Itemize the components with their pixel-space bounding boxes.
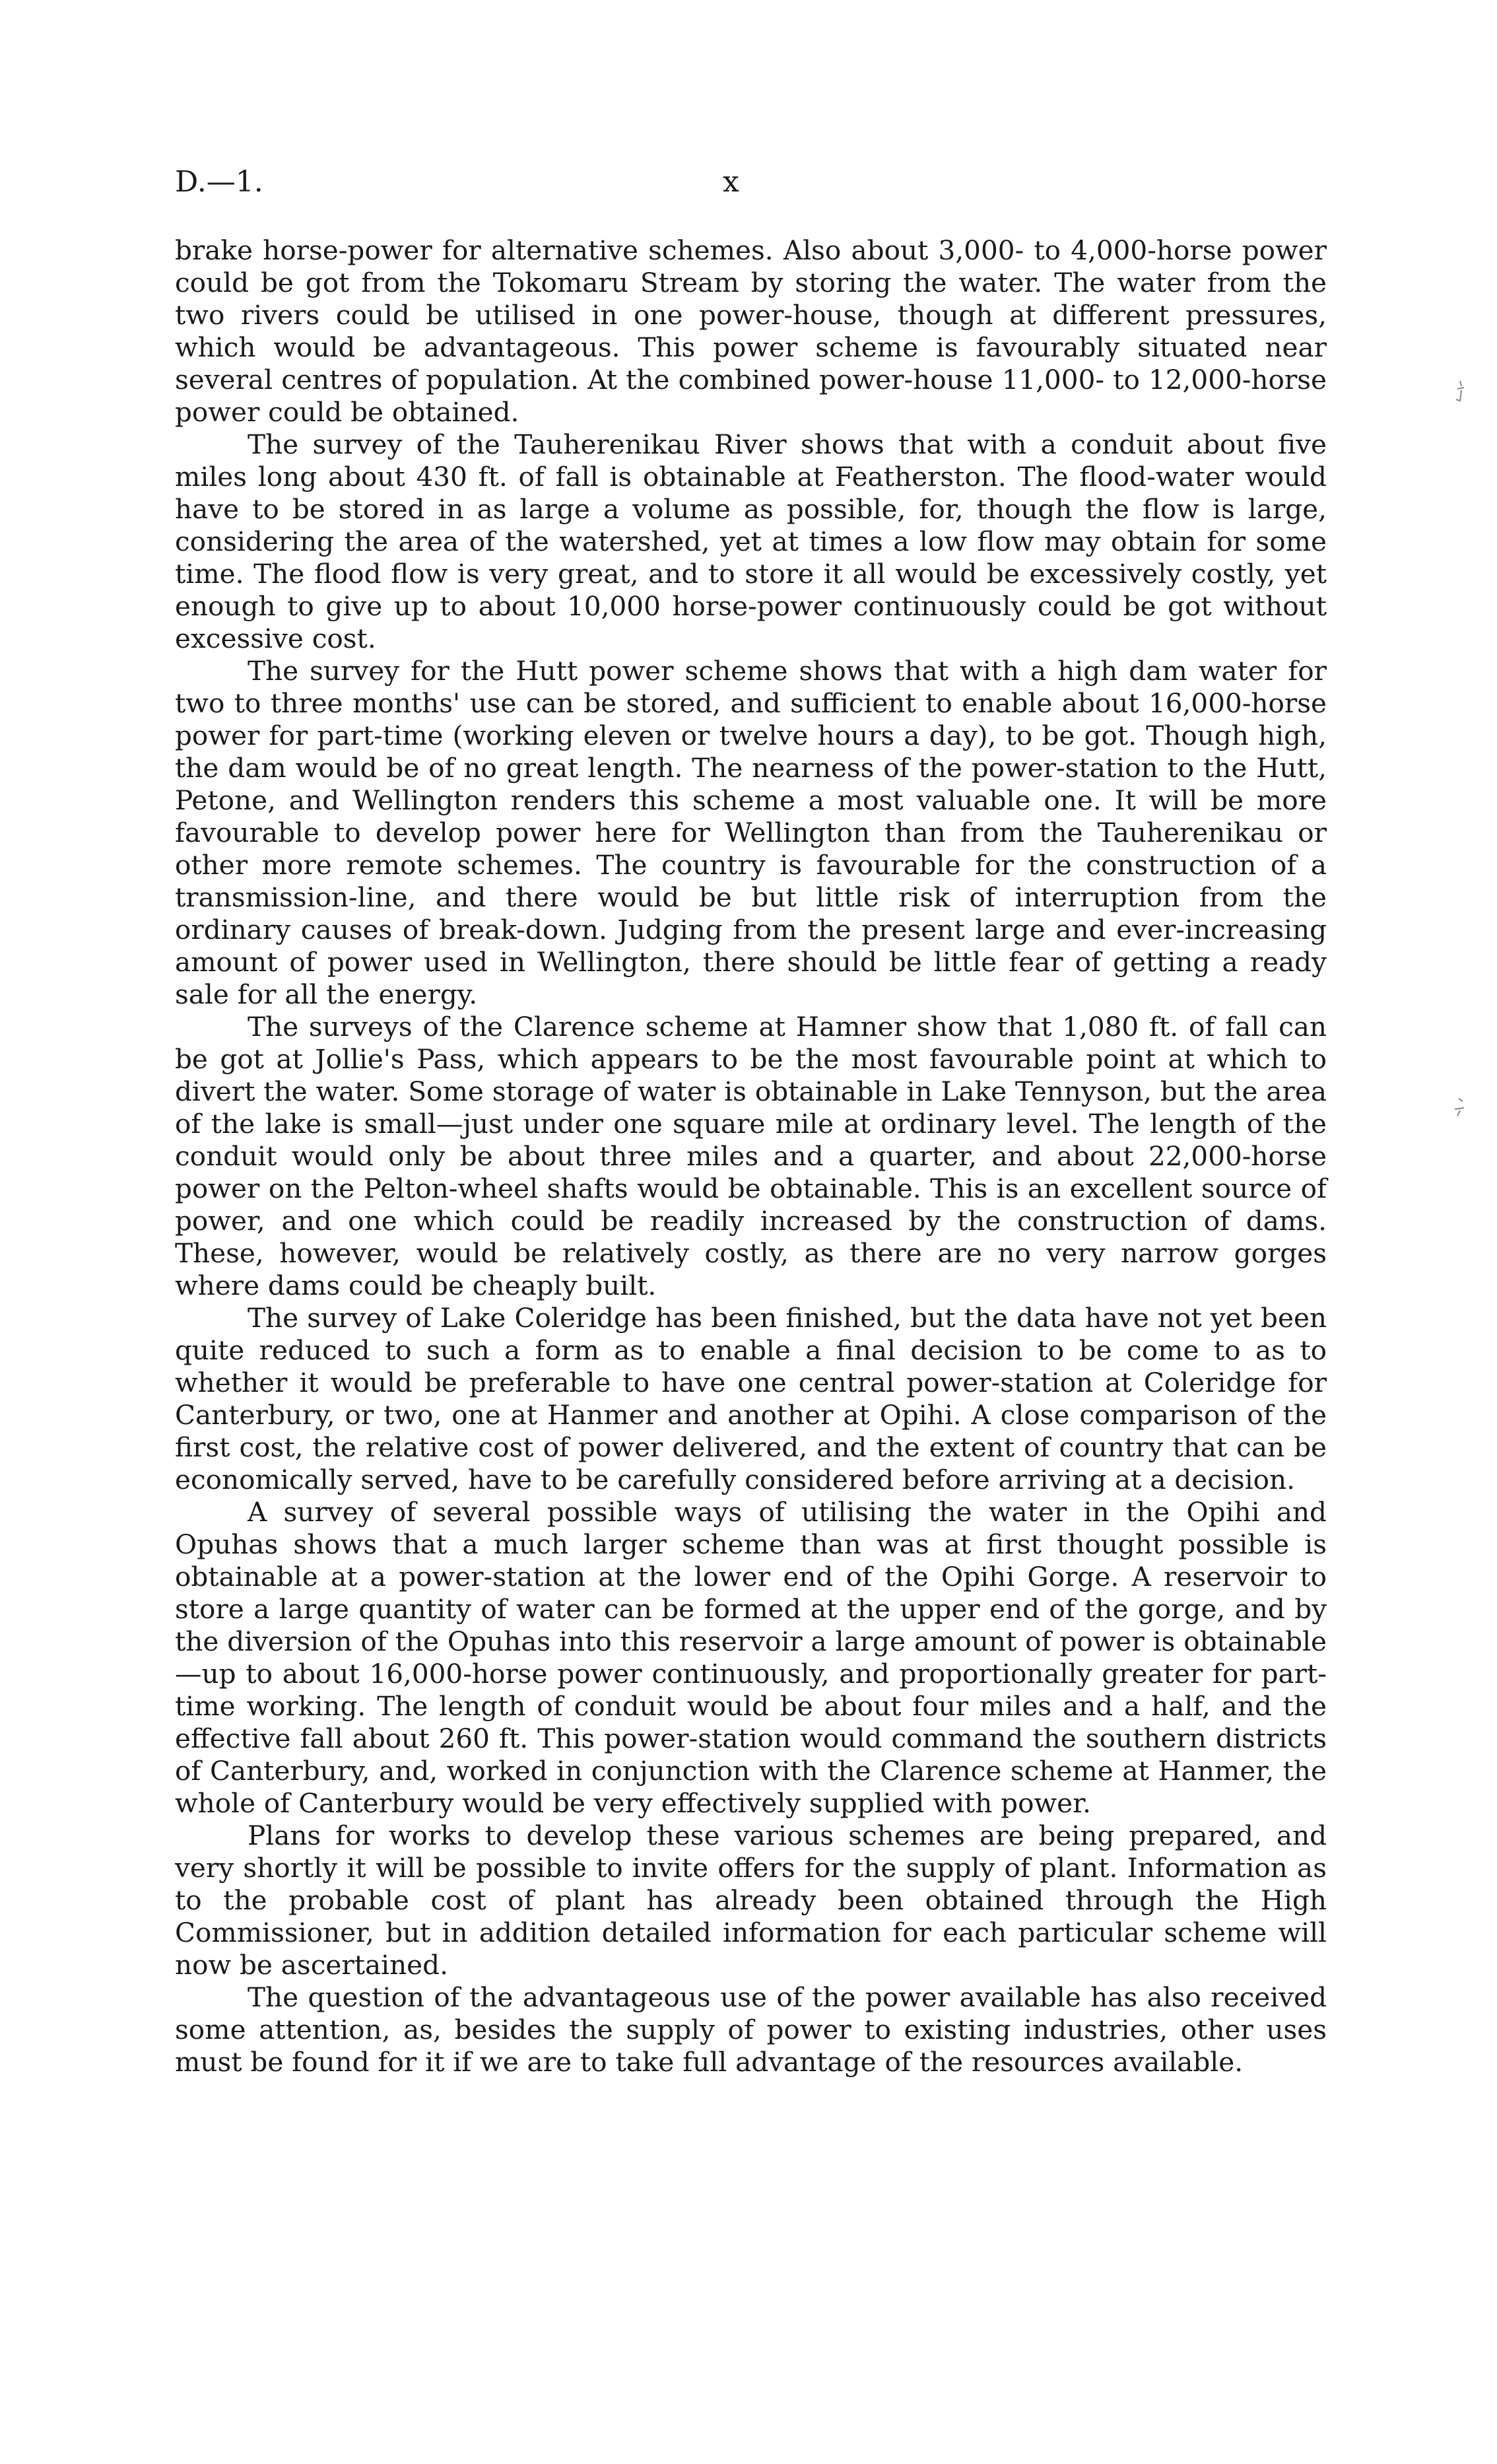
paragraph-opihi: A survey of several possible ways of utilising the water in the Opihi and Opuhas shows that a much larger scheme than was at first thought possible is obtainable at a power-station at the lower end of the Opihi Gorge. A reservoir to store a large quantity of water can be formed at the upper end of the gorge, and by the diversion of the Opuhas into this reservoir a large amount of power is obtainable—up to about 16,000-horse power continuously, and proportionally greater for part-time working. The length of conduit would be about four miles and a half, and the effective fall about 260 ft. This power-station would command the southern districts of Canterbury, and, worked in conjunction with the Clarence scheme at Hanmer, the whole of Canterbury would be very effectively supplied with power. <box>175 1496 1327 1819</box>
paragraph-continuation: brake horse-power for alternative schemes. Also about 3,000- to 4,000-horse power could be got from the Tokomaru Stream by storing the water. The water from the two rivers could be utilised in one power-house, though at different pressures, which would be advantageous. This power scheme is favourably situated near several centres of population. At the combined power-house 11,000- to 12,000-horse power could be obtained. <box>175 234 1327 428</box>
margin-mark <box>1452 380 1467 403</box>
page-number: x <box>723 165 739 199</box>
page-header <box>175 165 1327 211</box>
paragraph-tauherenikau: The survey of the Tauherenikau River shows that with a conduit about five miles long about 430 ft. of fall is obtainable at Featherston. The flood-water would have to be stored in as large a volume as possible, for, though the flow is large, considering the area of the watershed, yet at times a low flow may obtain for some time. The flood flow is very great, and to store it all would be excessively costly, yet enough to give up to about 10,000 horse-power continuously could be got without excessive cost. <box>175 428 1327 654</box>
paragraph-plans: Plans for works to develop these various schemes are being prepared, and very shortly it will be possible to invite offers for the supply of plant. Information as to the probable cost of plant has already been obtained through the High Commissioner, but in addition detailed information for each particular scheme will now be ascertained. <box>175 1820 1327 1981</box>
document-reference: D.—1. <box>175 165 263 199</box>
body-text <box>175 234 1327 2078</box>
paragraph-power-use: The question of the advantageous use of the power available has also received some attention, as, besides the supply of power to existing industries, other uses must be found for it if we are to take full advantage of the resources available. <box>175 1981 1327 2078</box>
margin-mark <box>1452 1096 1467 1120</box>
paragraph-clarence: The surveys of the Clarence scheme at Hamner show that 1,080 ft. of fall can be got at Jollie's Pass, which appears to be the most favourable point at which to divert the water. Some storage of water is obtainable in Lake Tennyson, but the area of the lake is small—just under one square mile at ordinary level. The length of the conduit would only be about three miles and a quarter, and about 22,000-horse power on the Pelton-wheel shafts would be obtainable. This is an excellent source of power, and one which could be readily increased by the construction of dams. These, however, would be relatively costly, as there are no very narrow gorges where dams could be cheaply built. <box>175 1011 1327 1301</box>
paragraph-hutt: The survey for the Hutt power scheme shows that with a high dam water for two to three months' use can be stored, and sufficient to enable about 16,000-horse power for part-time (working eleven or twelve hours a day), to be got. Though high, the dam would be of no great length. The nearness of the power-station to the Hutt, Petone, and Wellington renders this scheme a most valuable one. It will be more favourable to develop power here for Wellington than from the Tauherenikau or other more remote schemes. The country is favourable for the construction of a transmission-line, and there would be but little risk of interruption from the ordinary causes of break-down. Judging from the present large and ever-increasing amount of power used in Wellington, there should be little fear of getting a ready sale for all the energy. <box>175 655 1327 1010</box>
paragraph-lake-coleridge: The survey of Lake Coleridge has been finished, but the data have not yet been quite reduced to such a form as to enable a final decision to be come to as to whether it would be preferable to have one central power-station at Coleridge for Canterbury, or two, one at Hanmer and another at Opihi. A close comparison of the first cost, the relative cost of power delivered, and the extent of country that can be economically served, have to be carefully considered before arriving at a decision. <box>175 1302 1327 1495</box>
